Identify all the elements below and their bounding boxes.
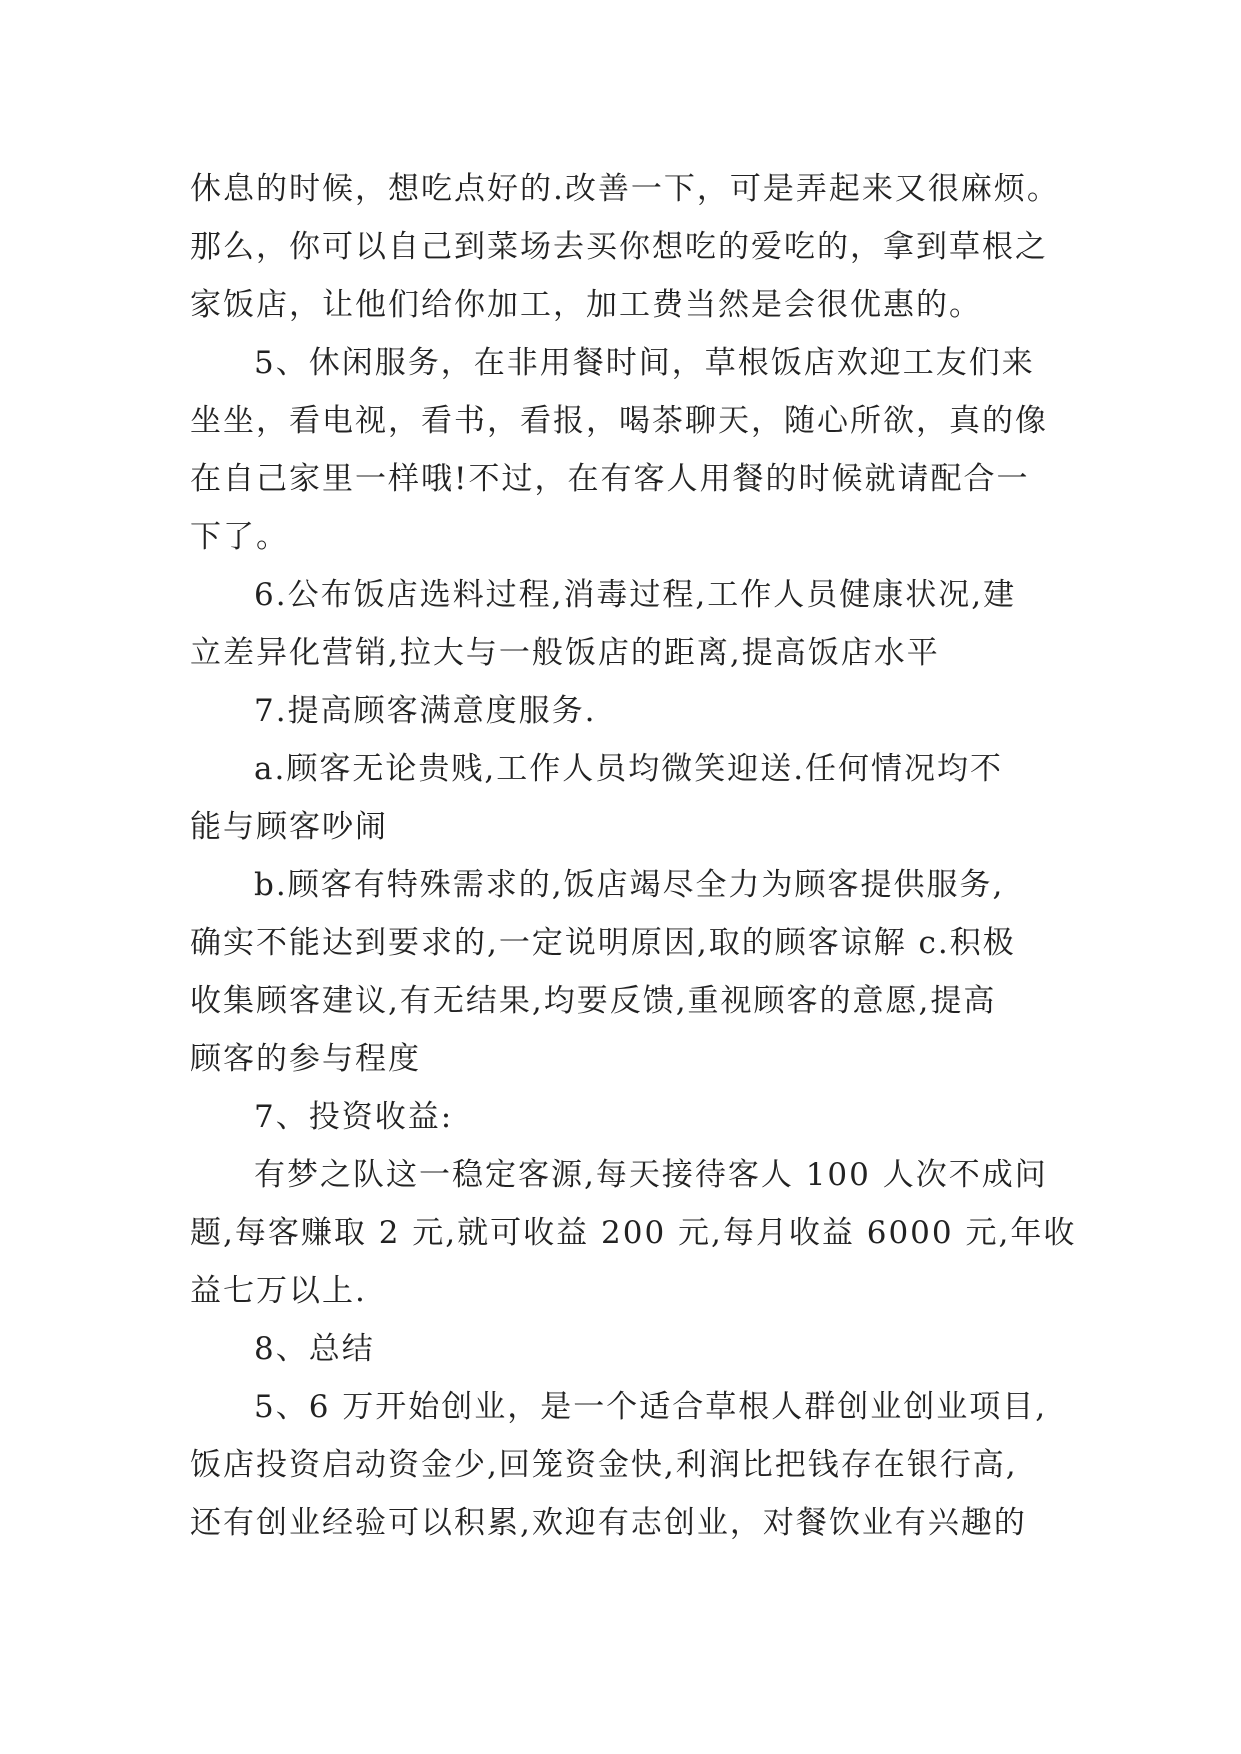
paragraph xyxy=(190,160,1062,334)
text-line: 确实不能达到要求的,一定说明原因,取的顾客谅解 c.积极 xyxy=(190,925,1016,961)
text-line: a.顾客无论贵贱,工作人员均微笑迎送.任何情况均不 xyxy=(254,751,1004,787)
paragraph xyxy=(190,1320,1062,1378)
text-line: 下了。 xyxy=(190,519,289,555)
text-line: 7.提高顾客满意度服务. xyxy=(254,693,597,729)
paragraph xyxy=(190,334,1062,566)
text-line: 坐坐，看电视，看书，看报，喝茶聊天，随心所欲，真的像 xyxy=(190,403,1048,439)
paragraph xyxy=(190,1088,1062,1146)
text-line: 还有创业经验可以积累,欢迎有志创业，对餐饮业有兴趣的 xyxy=(190,1505,1027,1541)
text-line: 立差异化营销,拉大与一般饭店的距离,提高饭店水平 xyxy=(190,635,940,671)
paragraph xyxy=(190,856,1062,1088)
paragraph xyxy=(190,1378,1062,1552)
text-line: 饭店投资启动资金少,回笼资金快,利润比把钱存在银行高, xyxy=(190,1447,1018,1483)
text-line: 能与顾客吵闹 xyxy=(190,809,388,845)
text-line: 收集顾客建议,有无结果,均要反馈,重视顾客的意愿,提高 xyxy=(190,983,997,1019)
text-line: 6.公布饭店选料过程,消毒过程,工作人员健康状况,建 xyxy=(254,577,1017,613)
text-line: 有梦之队这一稳定客源,每天接待客人 100 人次不成问 xyxy=(254,1157,1048,1193)
paragraph xyxy=(190,1146,1077,1320)
text-line: 题,每客赚取 2 元,就可收益 200 元,每月收益 6000 元,年收 xyxy=(190,1215,1077,1251)
text-line: b.顾客有特殊需求的,饭店竭尽全力为顾客提供服务, xyxy=(254,867,1005,903)
text-line: 8、总结 xyxy=(254,1331,375,1367)
text-line: 益七万以上. xyxy=(190,1273,367,1309)
paragraph xyxy=(190,740,1062,856)
text-line: 家饭店，让他们给你加工，加工费当然是会很优惠的。 xyxy=(190,287,982,323)
text-line: 5、6 万开始创业，是一个适合草根人群创业创业项目, xyxy=(254,1389,1048,1425)
document-page xyxy=(190,160,1077,1552)
paragraph xyxy=(190,682,1062,740)
text-line: 顾客的参与程度 xyxy=(190,1041,421,1077)
text-line: 休息的时候，想吃点好的.改善一下，可是弄起来又很麻烦。 xyxy=(190,171,1060,207)
paragraph xyxy=(190,566,1062,682)
text-line: 7、投资收益: xyxy=(254,1099,454,1135)
text-line: 5、休闲服务，在非用餐时间，草根饭店欢迎工友们来 xyxy=(254,345,1035,381)
text-line: 在自己家里一样哦!不过，在有客人用餐的时候就请配合一 xyxy=(190,461,1030,497)
text-line: 那么，你可以自己到菜场去买你想吃的爱吃的，拿到草根之 xyxy=(190,229,1048,265)
